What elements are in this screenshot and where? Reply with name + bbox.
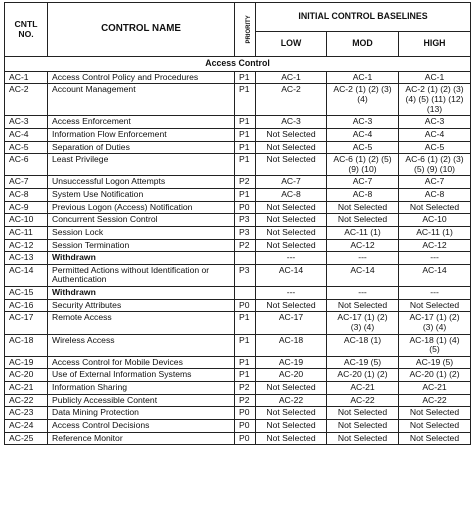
cell-priority [235, 252, 256, 265]
cell-low-baseline: AC-20 [256, 369, 327, 382]
cell-high-baseline: Not Selected [399, 299, 471, 312]
cell-priority: P1 [235, 84, 256, 116]
cell-low-baseline: --- [256, 287, 327, 300]
cell-high-baseline: AC-4 [399, 128, 471, 141]
table-row [5, 369, 471, 382]
cell-high-baseline: AC-17 (1) (2) (3) (4) [399, 312, 471, 334]
table-row [5, 226, 471, 239]
table-row [5, 356, 471, 369]
cell-control-name: Withdrawn [48, 252, 235, 265]
table-body [5, 57, 471, 445]
cell-high-baseline: Not Selected [399, 201, 471, 214]
cell-high-baseline: Not Selected [399, 432, 471, 445]
cell-control-name: Access Enforcement [48, 116, 235, 129]
cell-low-baseline: Not Selected [256, 419, 327, 432]
cell-priority: P1 [235, 128, 256, 141]
cell-control-name: Remote Access [48, 312, 235, 334]
cell-control-number: AC-19 [5, 356, 48, 369]
cell-control-number: AC-21 [5, 382, 48, 395]
cell-control-number: AC-18 [5, 334, 48, 356]
table-row [5, 214, 471, 227]
table-row [5, 201, 471, 214]
table-row [5, 312, 471, 334]
table-row [5, 189, 471, 202]
cell-mod-baseline: AC-21 [327, 382, 399, 395]
table-row [5, 128, 471, 141]
cell-low-baseline: Not Selected [256, 299, 327, 312]
cell-control-number: AC-25 [5, 432, 48, 445]
cell-low-baseline: --- [256, 252, 327, 265]
cell-low-baseline: Not Selected [256, 226, 327, 239]
cell-control-number: AC-10 [5, 214, 48, 227]
cell-control-name: Separation of Duties [48, 141, 235, 154]
cell-low-baseline: AC-17 [256, 312, 327, 334]
cell-priority: P2 [235, 382, 256, 395]
cell-mod-baseline: AC-5 [327, 141, 399, 154]
cell-mod-baseline: AC-19 (5) [327, 356, 399, 369]
cell-high-baseline: AC-14 [399, 264, 471, 286]
baselines-table-wrapper [4, 2, 470, 445]
cell-control-name: System Use Notification [48, 189, 235, 202]
cell-control-number: AC-2 [5, 84, 48, 116]
cntl-no-label: CNTL NO. [14, 18, 38, 39]
cell-control-name: Withdrawn [48, 287, 235, 300]
cell-control-number: AC-22 [5, 394, 48, 407]
cell-low-baseline: AC-18 [256, 334, 327, 356]
cell-control-name: Least Privilege [48, 154, 235, 176]
table-row [5, 84, 471, 116]
cell-control-number: AC-7 [5, 176, 48, 189]
cell-low-baseline: AC-7 [256, 176, 327, 189]
cell-control-number: AC-6 [5, 154, 48, 176]
cell-control-number: AC-12 [5, 239, 48, 252]
cell-high-baseline: Not Selected [399, 419, 471, 432]
cell-mod-baseline: Not Selected [327, 432, 399, 445]
cell-priority: P0 [235, 432, 256, 445]
cell-high-baseline: AC-20 (1) (2) [399, 369, 471, 382]
cell-control-number: AC-17 [5, 312, 48, 334]
col-header-high: HIGH [399, 32, 471, 57]
cell-high-baseline: --- [399, 252, 471, 265]
cell-mod-baseline: AC-18 (1) [327, 334, 399, 356]
cell-high-baseline: AC-8 [399, 189, 471, 202]
cell-control-name: Access Control for Mobile Devices [48, 356, 235, 369]
cell-mod-baseline: AC-4 [327, 128, 399, 141]
cell-control-number: AC-4 [5, 128, 48, 141]
table-row [5, 432, 471, 445]
table-row [5, 382, 471, 395]
cell-priority: P2 [235, 239, 256, 252]
cell-priority: P0 [235, 201, 256, 214]
cell-control-number: AC-11 [5, 226, 48, 239]
cell-control-name: Concurrent Session Control [48, 214, 235, 227]
cell-high-baseline: AC-12 [399, 239, 471, 252]
cell-low-baseline: Not Selected [256, 141, 327, 154]
cell-high-baseline: AC-3 [399, 116, 471, 129]
cell-mod-baseline: AC-14 [327, 264, 399, 286]
cell-control-name: Data Mining Protection [48, 407, 235, 420]
cell-control-name: Previous Logon (Access) Notification [48, 201, 235, 214]
table-row [5, 299, 471, 312]
cell-mod-baseline: --- [327, 287, 399, 300]
cell-control-name: Account Management [48, 84, 235, 116]
cell-control-name: Session Lock [48, 226, 235, 239]
cell-mod-baseline: AC-7 [327, 176, 399, 189]
cell-control-number: AC-5 [5, 141, 48, 154]
cell-priority: P1 [235, 189, 256, 202]
cell-control-number: AC-16 [5, 299, 48, 312]
table-row [5, 252, 471, 265]
cell-priority: P1 [235, 334, 256, 356]
table-row [5, 419, 471, 432]
cell-priority: P2 [235, 394, 256, 407]
cell-high-baseline: AC-18 (1) (4) (5) [399, 334, 471, 356]
cell-low-baseline: Not Selected [256, 432, 327, 445]
table-row [5, 334, 471, 356]
cell-mod-baseline: AC-20 (1) (2) [327, 369, 399, 382]
col-header-cntl-no [5, 3, 48, 57]
cell-mod-baseline: Not Selected [327, 201, 399, 214]
cell-control-name: Security Attributes [48, 299, 235, 312]
cell-low-baseline: Not Selected [256, 154, 327, 176]
cell-priority: P3 [235, 226, 256, 239]
cell-high-baseline: AC-11 (1) [399, 226, 471, 239]
cell-low-baseline: Not Selected [256, 128, 327, 141]
cell-low-baseline: AC-3 [256, 116, 327, 129]
cell-control-name: Information Flow Enforcement [48, 128, 235, 141]
cell-priority: P1 [235, 116, 256, 129]
cell-high-baseline: AC-5 [399, 141, 471, 154]
table-row [5, 154, 471, 176]
cell-control-name: Publicly Accessible Content [48, 394, 235, 407]
control-baselines-table [4, 2, 471, 445]
cell-high-baseline: AC-1 [399, 71, 471, 84]
cell-control-name: Access Control Decisions [48, 419, 235, 432]
header-row-top [5, 3, 471, 32]
cell-mod-baseline: Not Selected [327, 214, 399, 227]
table-row [5, 71, 471, 84]
cell-mod-baseline: Not Selected [327, 407, 399, 420]
cell-high-baseline: --- [399, 287, 471, 300]
cell-high-baseline: AC-2 (1) (2) (3) (4) (5) (11) (12) (13) [399, 84, 471, 116]
cell-control-name: Session Termination [48, 239, 235, 252]
cell-low-baseline: Not Selected [256, 201, 327, 214]
table-row [5, 394, 471, 407]
cell-low-baseline: Not Selected [256, 239, 327, 252]
cell-mod-baseline: AC-11 (1) [327, 226, 399, 239]
cell-priority: P1 [235, 312, 256, 334]
cell-mod-baseline: Not Selected [327, 419, 399, 432]
cell-control-number: AC-8 [5, 189, 48, 202]
cell-low-baseline: Not Selected [256, 382, 327, 395]
cell-control-name: Information Sharing [48, 382, 235, 395]
cell-low-baseline: AC-19 [256, 356, 327, 369]
cell-high-baseline: AC-21 [399, 382, 471, 395]
col-header-initial-baselines: INITIAL CONTROL BASELINES [256, 3, 471, 32]
cell-control-number: AC-13 [5, 252, 48, 265]
cell-low-baseline: AC-22 [256, 394, 327, 407]
cell-mod-baseline: AC-2 (1) (2) (3) (4) [327, 84, 399, 116]
cell-mod-baseline: AC-22 [327, 394, 399, 407]
cell-priority: P1 [235, 154, 256, 176]
cell-priority: P3 [235, 264, 256, 286]
cell-priority: P3 [235, 214, 256, 227]
cell-control-number: AC-20 [5, 369, 48, 382]
cell-mod-baseline: AC-12 [327, 239, 399, 252]
cell-priority: P0 [235, 419, 256, 432]
table-row [5, 176, 471, 189]
table-row [5, 116, 471, 129]
cell-control-number: AC-14 [5, 264, 48, 286]
cell-control-number: AC-23 [5, 407, 48, 420]
col-header-control-name: CONTROL NAME [48, 3, 235, 57]
cell-control-name: Use of External Information Systems [48, 369, 235, 382]
cell-priority: P2 [235, 176, 256, 189]
cell-priority: P1 [235, 369, 256, 382]
cell-mod-baseline: AC-3 [327, 116, 399, 129]
cell-mod-baseline: --- [327, 252, 399, 265]
cell-control-name: Unsuccessful Logon Attempts [48, 176, 235, 189]
col-header-mod: MOD [327, 32, 399, 57]
cell-priority: P1 [235, 356, 256, 369]
cell-high-baseline: Not Selected [399, 407, 471, 420]
cell-high-baseline: AC-19 (5) [399, 356, 471, 369]
table-row [5, 407, 471, 420]
cell-high-baseline: AC-6 (1) (2) (3) (5) (9) (10) [399, 154, 471, 176]
priority-label: PRIORITY [245, 15, 252, 44]
cell-control-number: AC-9 [5, 201, 48, 214]
cell-mod-baseline: AC-1 [327, 71, 399, 84]
cell-low-baseline: Not Selected [256, 214, 327, 227]
cell-control-name: Permitted Actions without Identification or Authentication [48, 264, 235, 286]
table-row [5, 264, 471, 286]
cell-mod-baseline: AC-8 [327, 189, 399, 202]
col-header-low: LOW [256, 32, 327, 57]
cell-control-name: Reference Monitor [48, 432, 235, 445]
table-row [5, 141, 471, 154]
cell-priority: P0 [235, 299, 256, 312]
cell-low-baseline: AC-8 [256, 189, 327, 202]
cell-control-name: Access Control Policy and Procedures [48, 71, 235, 84]
cell-mod-baseline: AC-17 (1) (2) (3) (4) [327, 312, 399, 334]
cell-mod-baseline: Not Selected [327, 299, 399, 312]
cell-priority: P1 [235, 141, 256, 154]
cell-low-baseline: AC-14 [256, 264, 327, 286]
table-row [5, 287, 471, 300]
family-label: Access Control [5, 57, 471, 72]
cell-control-number: AC-24 [5, 419, 48, 432]
cell-high-baseline: AC-7 [399, 176, 471, 189]
cell-priority: P1 [235, 71, 256, 84]
cell-priority [235, 287, 256, 300]
cell-high-baseline: AC-22 [399, 394, 471, 407]
col-header-priority [235, 3, 256, 57]
cell-control-number: AC-1 [5, 71, 48, 84]
cell-control-name: Wireless Access [48, 334, 235, 356]
cell-control-number: AC-15 [5, 287, 48, 300]
cell-priority: P0 [235, 407, 256, 420]
cell-low-baseline: Not Selected [256, 407, 327, 420]
cell-low-baseline: AC-1 [256, 71, 327, 84]
cell-control-number: AC-3 [5, 116, 48, 129]
table-row [5, 239, 471, 252]
cell-high-baseline: AC-10 [399, 214, 471, 227]
family-row [5, 57, 471, 72]
cell-low-baseline: AC-2 [256, 84, 327, 116]
cell-mod-baseline: AC-6 (1) (2) (5) (9) (10) [327, 154, 399, 176]
